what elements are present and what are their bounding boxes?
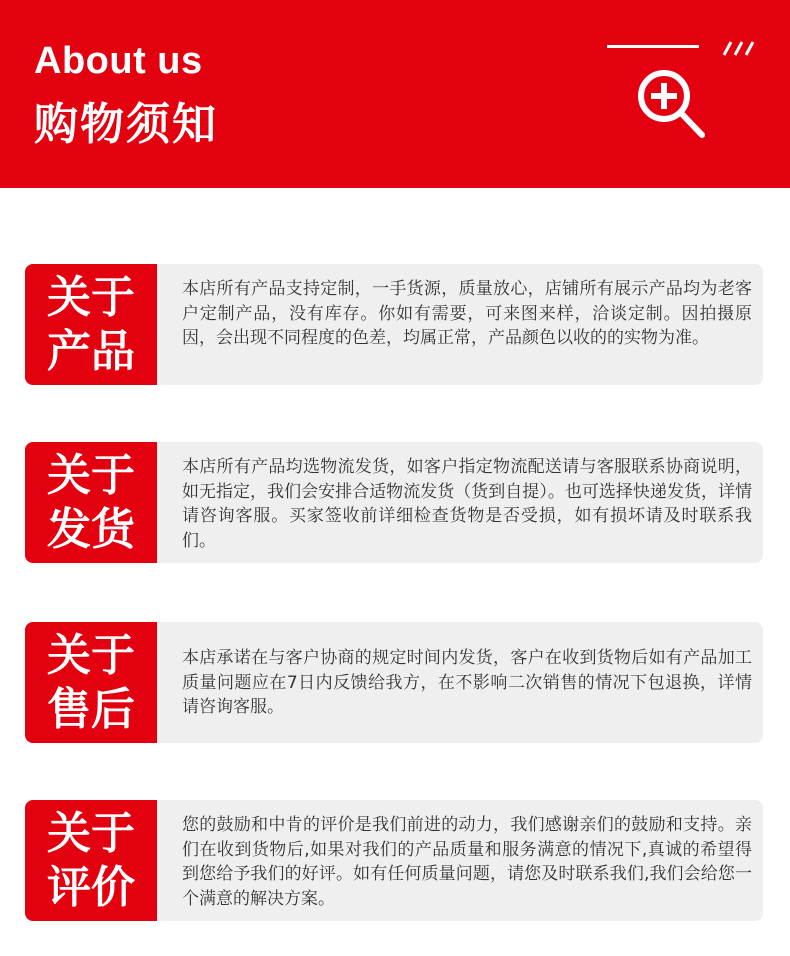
section-text: 本店所有产品支持定制，一手货源，质量放心，店铺所有展示产品均为老客户定制产品，没有库存。你如有需要，可来图来样，洽谈定制。因拍摄原因，会出现不同程度的色差，均属正常，产品颜色以收的的实物为准。 <box>182 279 752 348</box>
tag-line-1: 关于 <box>47 629 135 681</box>
title-english: About us <box>34 40 203 82</box>
section-tag <box>25 442 157 563</box>
title-chinese: 购物须知 <box>34 99 218 150</box>
section-text: 您的鼓励和中肯的评价是我们前进的动力，我们感谢亲们的鼓励和支持。亲们在收到货物后,如果对我们的产品质量和服务满意的情况下,真诚的希望得到您给予我们的好评。如有任何质量问题，请您及时联系我们,我们会给您一个满意的解决方案。 <box>182 815 752 909</box>
section-text: 本店承诺在与客户协商的规定时间内发货，客户在收到货物后如有产品加工质量问题应在7日内反馈给我方，在不影响二次销售的情况下包退换，详情请咨询客服。 <box>182 648 752 717</box>
section-tag <box>25 800 157 921</box>
decorative-slashes-icon <box>722 38 762 58</box>
tag-line-2: 发货 <box>47 503 135 555</box>
section-text: 本店所有产品均选物流发货，如客户指定物流配送请与客服联系协商说明，如无指定，我们会安排合适物流发货（货到自提）。也可选择快递发货，详情请咨询客服。买家签收前详细检查货物是否受损，如有损坏请及时联系我们。 <box>182 457 752 551</box>
header-banner <box>0 0 790 188</box>
zoom-in-magnifier-icon <box>632 66 712 146</box>
tag-line-2: 售后 <box>47 683 135 735</box>
section-shipping <box>25 442 763 563</box>
section-product <box>25 264 763 385</box>
section-tag <box>25 622 157 743</box>
section-after-sales <box>25 622 763 743</box>
tag-line-1: 关于 <box>47 807 135 859</box>
tag-line-1: 关于 <box>47 449 135 501</box>
tag-line-1: 关于 <box>47 271 135 323</box>
decorative-line <box>607 45 699 48</box>
section-tag <box>25 264 157 385</box>
tag-line-2: 产品 <box>47 325 135 377</box>
section-review <box>25 800 763 921</box>
tag-line-2: 评价 <box>47 861 135 913</box>
